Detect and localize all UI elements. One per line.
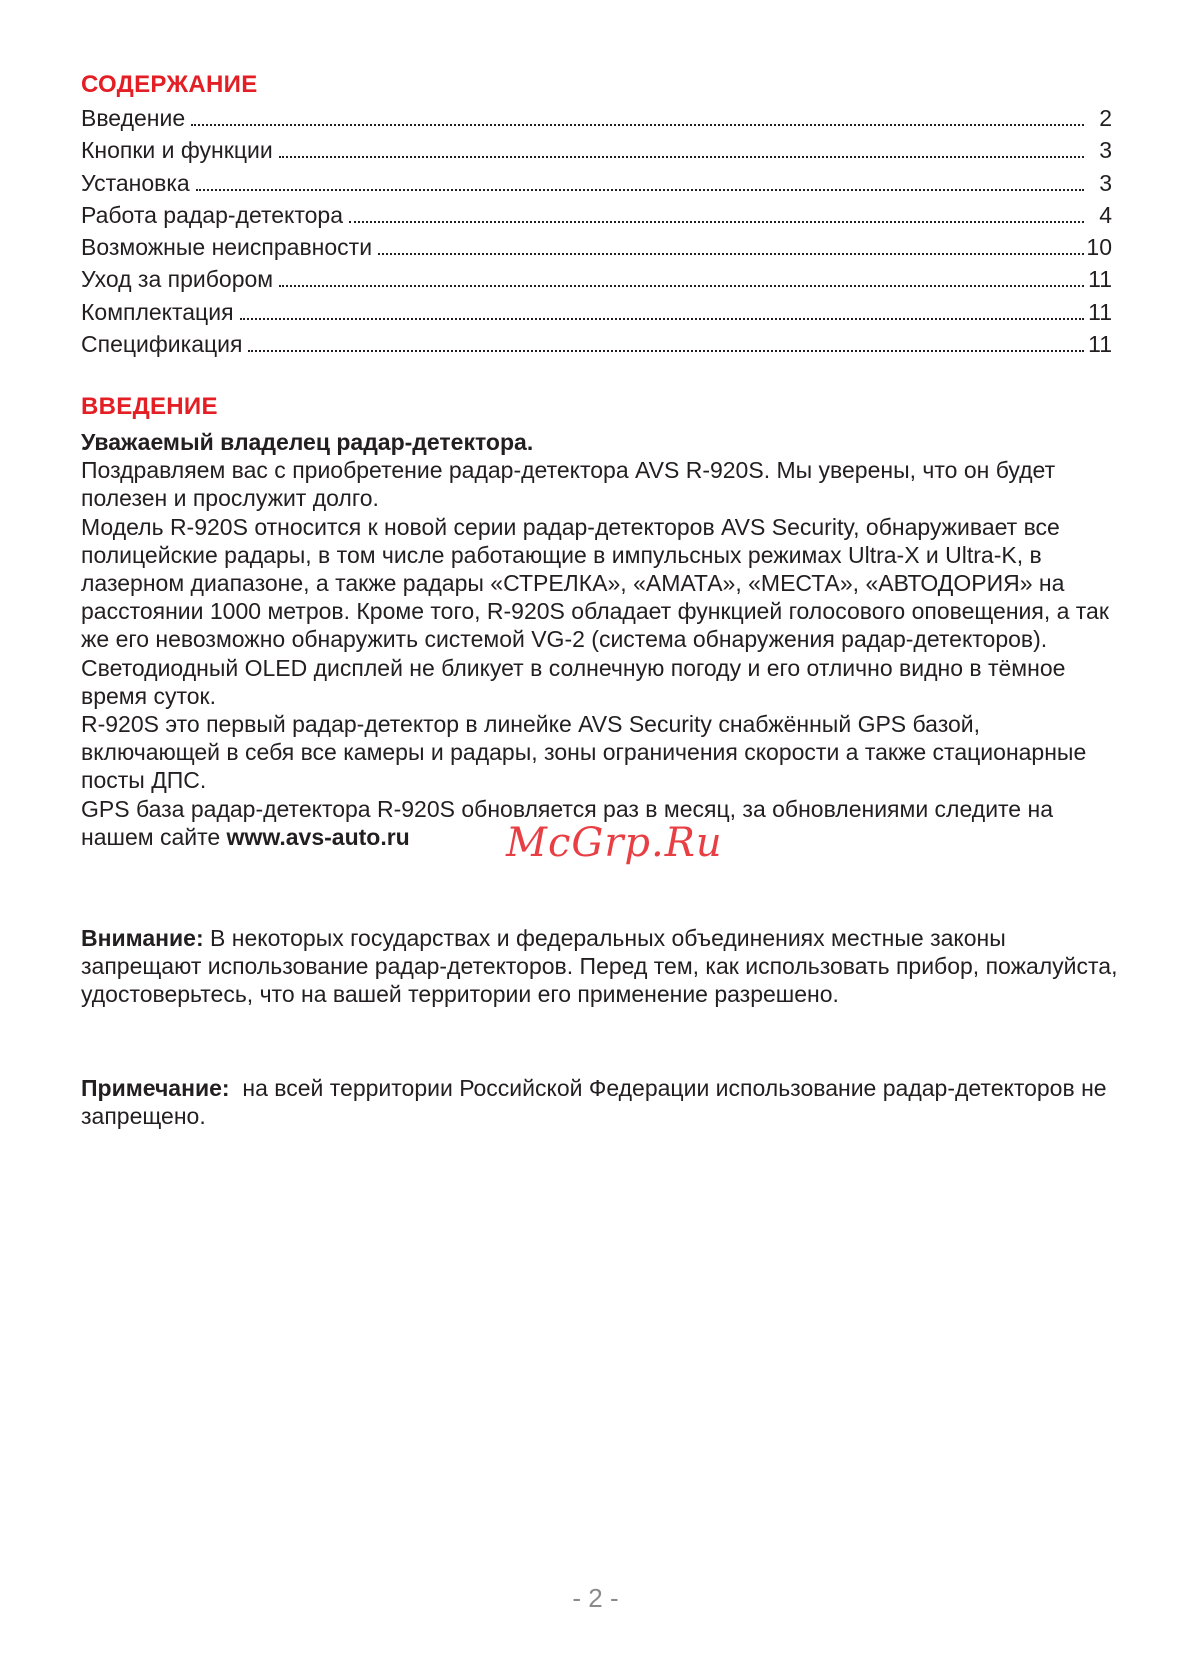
warning-paragraph xyxy=(81,924,1121,1009)
toc-row[interactable] xyxy=(81,231,1112,263)
toc-row[interactable] xyxy=(81,199,1112,231)
watermark: McGrp.Ru xyxy=(506,820,723,866)
toc-page-number: 11 xyxy=(1088,266,1112,293)
toc-label: Установка xyxy=(81,169,190,196)
toc-label: Введение xyxy=(81,105,186,131)
warning-section xyxy=(81,924,1121,1009)
toc-leader-dots xyxy=(196,189,1084,191)
toc-leader-dots xyxy=(191,124,1084,126)
toc-leader-dots xyxy=(378,253,1084,255)
toc-row[interactable] xyxy=(81,328,1112,360)
toc-leader-dots xyxy=(240,318,1084,320)
intro-paragraph: Поздравляем вас с приобретение радар-детектора AVS R-920S. Мы уверены, что он будет полезен и прослужит долго. xyxy=(81,457,1056,512)
toc-label: Уход за прибором xyxy=(81,266,274,293)
toc-page-number: 11 xyxy=(1088,331,1112,358)
toc-label: Возможные неисправности xyxy=(81,234,373,261)
toc-page-number: 11 xyxy=(1088,298,1112,325)
toc-page-number: 3 xyxy=(1099,169,1112,196)
toc-leader-dots xyxy=(279,156,1084,158)
warning-label: Внимание: xyxy=(81,925,204,951)
note-section xyxy=(81,1074,1121,1130)
toc-page-number: 2 xyxy=(1099,105,1112,131)
toc-label: Кнопки и функции xyxy=(81,137,273,164)
intro-paragraph: R-920S это первый радар-детектор в линейке AVS Security снабжённый GPS базой, включающей в себя все камеры и радары, зоны ограничения скорости а также стационарные посты ДПС. xyxy=(81,711,1087,794)
toc-heading: СОДЕРЖАНИЕ xyxy=(81,71,258,98)
toc-row[interactable] xyxy=(81,134,1112,166)
toc-label: Комплектация xyxy=(81,298,234,325)
toc-row[interactable] xyxy=(81,102,1112,134)
table-of-contents xyxy=(81,102,1112,360)
toc-label: Работа радар-детектора xyxy=(81,201,344,228)
toc-row[interactable] xyxy=(81,167,1112,199)
intro-paragraph: Светодиодный OLED дисплей не бликует в солнечную погоду и его отлично видно в тёмное время суток. xyxy=(81,654,1066,709)
note-label: Примечание: xyxy=(81,1075,230,1101)
warning-text: В некоторых государствах и федеральных объединениях местные законы запрещают использование радар-детекторов. Перед тем, как использовать прибор, пожалуйста, удостоверьтесь, что на вашей территории его применение разрешено. xyxy=(81,925,1118,1008)
toc-page-number: 4 xyxy=(1099,201,1112,228)
toc-page-number: 10 xyxy=(1086,234,1112,261)
intro-paragraph: Модель R-920S относится к новой серии радар-детекторов AVS Security, обнаруживает все полицейские радары, в том числе работающие в импульсных режимах Ultra-X и Ultra-K, в лазерном диапазоне, а также радары «СТРЕЛКА», «АМАТА», «МЕСТА», «АВТОДОРИЯ» на расстоянии 1000 метров. Кроме того, R-920S обладает функцией голосового оповещения, а так же его невозможно обнаружить системой VG-2 (система обнаружения радар-детекторов). xyxy=(81,513,1109,653)
intro-heading: ВВЕДЕНИЕ xyxy=(81,393,218,420)
toc-row[interactable] xyxy=(81,263,1112,295)
website-link[interactable]: www.avs-auto.ru xyxy=(226,823,410,850)
greeting-line: Уважаемый владелец радар-детектора. xyxy=(81,429,534,455)
note-text: на всей территории Российской Федерации использование радар-детекторов не запрещено. xyxy=(81,1075,1113,1130)
toc-leader-dots xyxy=(279,285,1084,287)
intro-section xyxy=(81,428,1121,851)
toc-leader-dots xyxy=(248,350,1084,352)
toc-label: Спецификация xyxy=(81,331,243,358)
page-number: - 2 - xyxy=(572,1583,619,1613)
toc-page-number: 3 xyxy=(1099,137,1112,164)
toc-leader-dots xyxy=(349,221,1084,223)
note-paragraph xyxy=(81,1074,1121,1130)
gps-update-text: GPS база радар-детектора R-920S обновляется раз в месяц, за обновлениями следите на нашем сайте xyxy=(81,795,1053,850)
toc-row[interactable] xyxy=(81,296,1112,328)
